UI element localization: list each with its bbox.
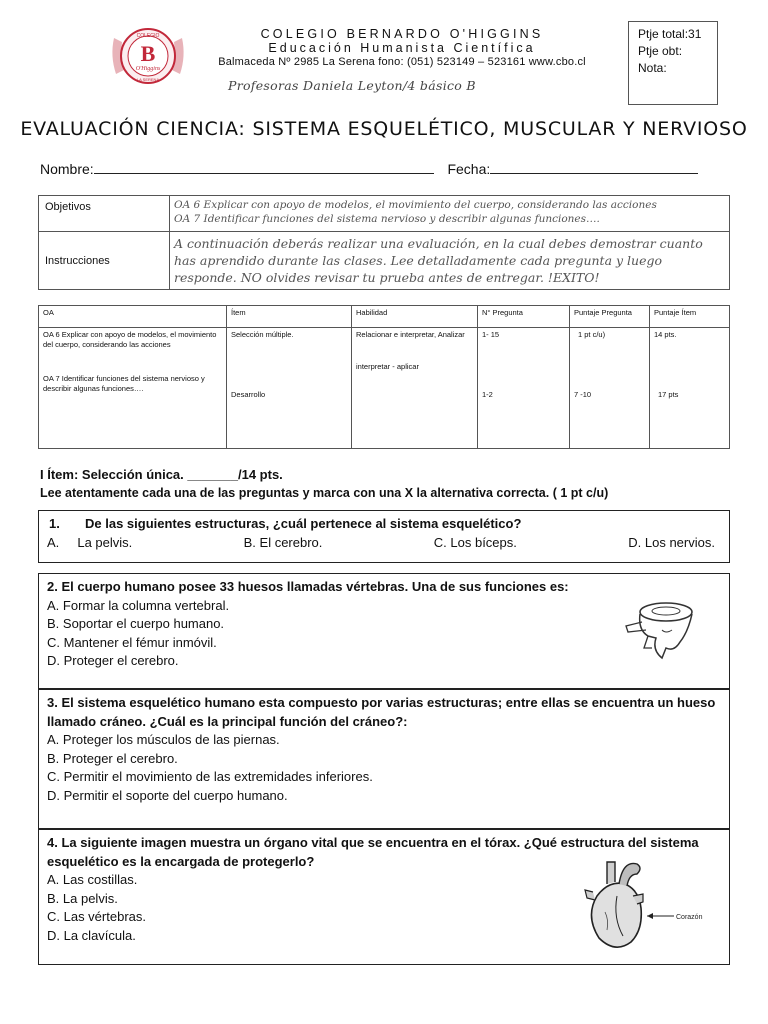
options-row: [47, 534, 721, 553]
score-box: [628, 21, 718, 105]
option-b[interactable]: B. El cerebro.: [243, 534, 323, 550]
document-header: [0, 0, 768, 110]
grade: Nota:: [638, 61, 667, 75]
option-d[interactable]: D. Proteger el cerebro.: [47, 653, 179, 668]
school-info: [192, 27, 612, 69]
option-a[interactable]: A. La pelvis.: [47, 534, 133, 550]
oa-6-text: OA 6 Explicar con apoyo de modelos, el movimiento del cuerpo, considerando las acciones: [43, 330, 217, 349]
option-c[interactable]: C. Mantener el fémur inmóvil.: [47, 634, 217, 650]
skill-2: interpretar - aplicar: [356, 362, 419, 371]
col-question: N° Pregunta: [478, 306, 570, 328]
option-d[interactable]: D. La clavícula.: [47, 927, 136, 943]
logo-top-text: COLEGIO: [136, 33, 160, 39]
option-b[interactable]: B. La pelvis.: [47, 890, 118, 906]
oa-cell: [39, 328, 227, 449]
instructions-text: A continuación deberás realizar una evaluación, en la cual debes demostrar cuanto has aprendido durante las clases. Lee detalladamente cada pregunta y luego responde. NO olvides revisar tu prueba antes de entregar. !EXITO!: [170, 232, 730, 290]
section-heading: [40, 466, 740, 502]
question-points-1: 1 pt c/u): [578, 330, 606, 339]
item-2: Desarrollo: [231, 390, 266, 399]
question-number: 1.: [49, 516, 60, 531]
question-text: 3. El sistema esquelético humano esta compuesto por varias estructuras; entre ellas se encuentra un hueso llamado cráneo. ¿Cuál es la principal función del cráneo?:: [47, 695, 716, 729]
name-label: Nombre:: [40, 161, 94, 177]
item-points-cell: [650, 328, 730, 449]
option-a[interactable]: A. Las costillas.: [47, 872, 138, 887]
question-3: [38, 689, 730, 829]
page-title: EVALUACIÓN CIENCIA: SISTEMA ESQUELÉTICO, MUSCULAR Y NERVIOSO: [20, 118, 748, 140]
question-cell: [478, 328, 570, 449]
oa-table-header: [39, 306, 730, 328]
objectives-text: [170, 196, 730, 232]
question-text: 4. La siguiente imagen muestra un órgano vital que se encuentra en el tórax. ¿Qué estructura del sistema esquelético es la encargada de protegerlo?: [47, 835, 699, 869]
question-points-cell: [570, 328, 650, 449]
objectives-label: Objetivos: [39, 196, 170, 232]
obtained-score: Ptje obt:: [638, 44, 683, 58]
school-name: COLEGIO BERNARDO O'HIGGINS: [260, 27, 544, 41]
col-oa: OA: [39, 306, 227, 328]
instructions-label: Instrucciones: [39, 232, 170, 290]
oa-table: [38, 305, 730, 449]
school-logo-icon: [108, 24, 188, 88]
option-c[interactable]: C. Los bíceps.: [433, 534, 517, 550]
heart-illustration-icon: [577, 856, 717, 956]
heart-label: Corazón: [676, 914, 703, 921]
item-points-1: 14 pts.: [654, 330, 677, 339]
objectives-table: [38, 195, 730, 290]
table-row: [39, 328, 730, 449]
question-prompt: De las siguientes estructuras, ¿cuál pertenece al sistema esquelético?: [85, 516, 522, 531]
option-c[interactable]: C. Permitir el movimiento de las extremidades inferiores.: [47, 769, 373, 784]
total-score: Ptje total:31: [638, 27, 702, 41]
question-2: [38, 573, 730, 689]
school-address: Balmaceda Nº 2985 La Serena fono: (051) 523149 – 523161 www.cbo.cl: [218, 56, 586, 68]
col-question-points: Puntaje Pregunta: [570, 306, 650, 328]
section-title: I Ítem: Selección única. _______/14 pts.: [40, 467, 283, 482]
student-form: [40, 160, 698, 177]
vertebra-illustration-icon: [622, 598, 702, 668]
option-a[interactable]: A. Formar la columna vertebral.: [47, 597, 230, 613]
objective-line: OA 7 Identificar funciones del sistema nervioso y describir algunas funciones….: [174, 213, 600, 225]
logo-letter: B: [140, 41, 156, 66]
teachers-line: Profesoras Daniela Leyton/4 básico B: [228, 78, 476, 93]
col-item: Ítem: [227, 306, 352, 328]
question-text: [47, 515, 721, 534]
oa-7-text: OA 7 Identificar funciones del sistema nervioso y describir algunas funciones….: [43, 374, 205, 393]
item-1: Selección múltiple.: [231, 330, 294, 339]
logo-bottom-text: LA SERENA: [136, 77, 160, 82]
skill-cell: [352, 328, 478, 449]
school-subtitle: Educación Humanista Científica: [268, 41, 536, 55]
question-range-2: 1-2: [482, 390, 493, 399]
date-field[interactable]: [490, 160, 698, 174]
option-d[interactable]: D. Permitir el soporte del cuerpo humano.: [47, 787, 288, 803]
question-range-1: 1- 15: [482, 330, 500, 339]
date-label: Fecha:: [447, 161, 491, 177]
option-c[interactable]: C. Las vértebras.: [47, 909, 146, 924]
question-text: 2. El cuerpo humano posee 33 huesos llamadas vértebras. Una de sus funciones es:: [47, 579, 569, 594]
option-d[interactable]: D. Los nervios.: [628, 534, 715, 550]
section-instructions: Lee atentamente cada una de las preguntas y marca con una X la alternativa correcta. ( 1 pt c/u): [40, 486, 609, 500]
question-points-2: 7 -10: [574, 390, 592, 399]
option-a[interactable]: A. Proteger los músculos de las piernas.: [47, 732, 280, 747]
option-b[interactable]: B. Soportar el cuerpo humano.: [47, 616, 225, 631]
item-points-2: 17 pts: [658, 390, 679, 399]
logo-mid-text: O'Higgins: [135, 66, 161, 72]
col-skill: Habilidad: [352, 306, 478, 328]
name-field[interactable]: [94, 160, 434, 174]
question-1: [38, 510, 730, 563]
skill-1: Relacionar e interpretar, Analizar: [356, 330, 465, 339]
item-cell: [227, 328, 352, 449]
objective-line: OA 6 Explicar con apoyo de modelos, el movimiento del cuerpo, considerando las acciones: [174, 199, 657, 211]
option-b[interactable]: B. Proteger el cerebro.: [47, 750, 178, 766]
question-4: [38, 829, 730, 965]
col-item-points: Puntaje Ítem: [650, 306, 730, 328]
